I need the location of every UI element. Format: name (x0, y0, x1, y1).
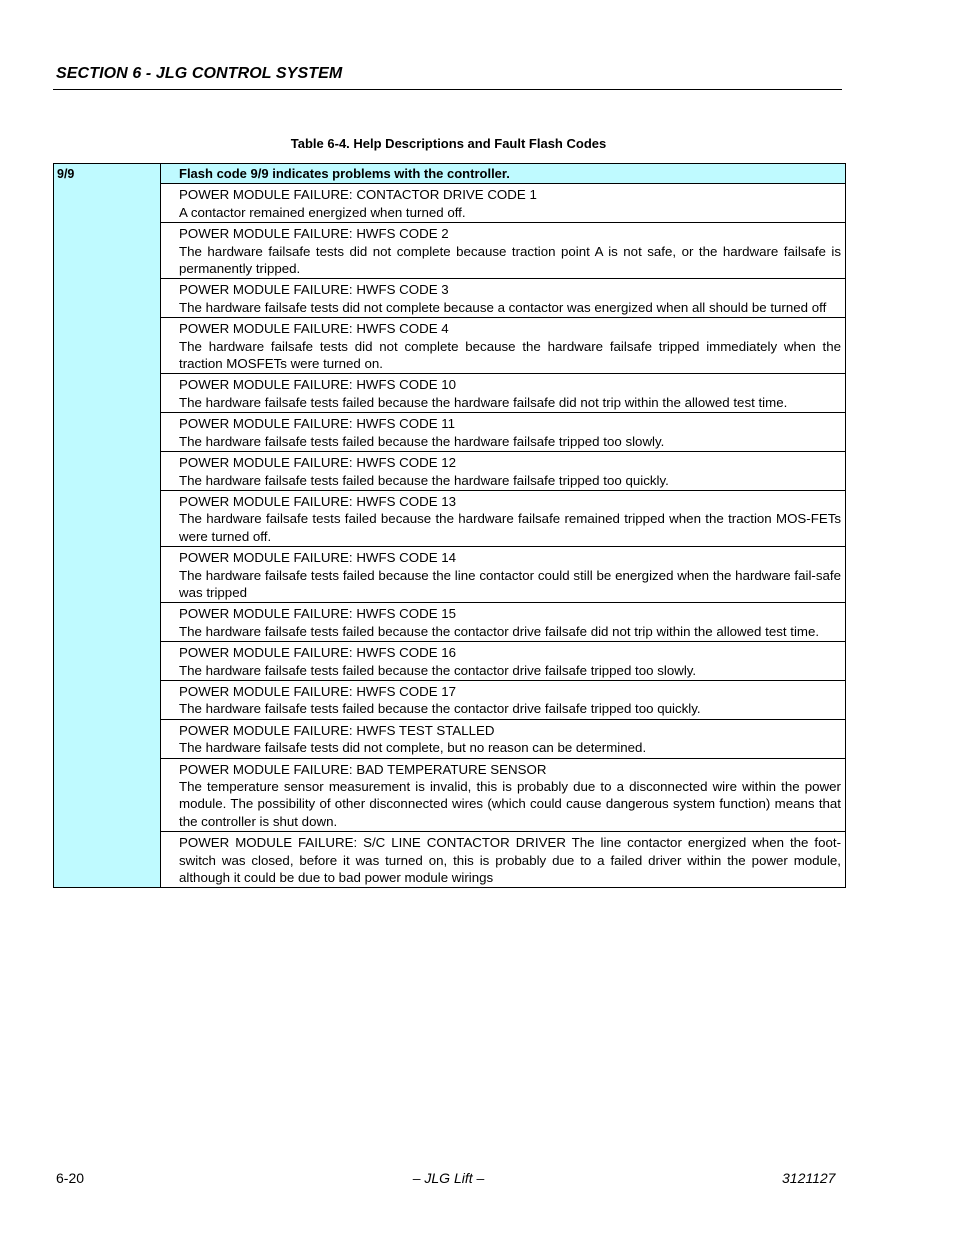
fault-description: The hardware failsafe tests failed because the hardware failsafe remained tripped when the traction MOS-FETs were turned off. (179, 511, 841, 544)
table-row (54, 642, 846, 681)
fault-title: POWER MODULE FAILURE: HWFS CODE 11 (179, 416, 456, 432)
fault-description: The hardware failsafe tests failed because the hardware failsafe tripped too quickly. (179, 472, 669, 488)
table-body (54, 164, 846, 888)
fault-title: POWER MODULE FAILURE: HWFS CODE 14 (179, 550, 457, 566)
header-divider (53, 89, 842, 90)
table-row (54, 184, 846, 223)
flash-code-cell (54, 164, 161, 888)
fault-description: The hardware failsafe tests did not complete because traction point A is not safe, or the hardware failsafe is permanently tripped. (179, 243, 841, 277)
fault-title: POWER MODULE FAILURE: HWFS TEST STALLED (179, 722, 495, 738)
fault-title: POWER MODULE FAILURE: HWFS CODE 17 (179, 683, 457, 699)
table-row (54, 547, 846, 603)
fault-description: A contactor remained energized when turned off. (179, 204, 466, 220)
fault-description-cell (161, 758, 846, 832)
summary-text: Flash code 9/9 indicates problems with the controller. (179, 166, 510, 181)
table-title: Table 6-4. Help Descriptions and Fault Flash Codes (290, 136, 607, 151)
fault-description: The hardware failsafe tests failed because the line contactor could still be energized when the hardware fail-safe was tripped (179, 567, 841, 600)
fault-title: POWER MODULE FAILURE: HWFS CODE 4 (179, 321, 449, 337)
footer-brand: – JLG Lift – (412, 1170, 485, 1186)
table-row (54, 223, 846, 279)
fault-description: The hardware failsafe tests failed because the contactor drive failsafe tripped too slowly. (179, 662, 697, 678)
fault-description: The hardware failsafe tests did not complete, but no reason can be determined. (179, 740, 647, 756)
fault-description: The hardware failsafe tests failed because the contactor drive failsafe tripped too quickly. (179, 701, 701, 717)
table-row (54, 318, 846, 374)
fault-description-cell (161, 603, 846, 642)
fault-description: The temperature sensor measurement is invalid, this is probably due to a disconnected wire within the power module. The possibility of other disconnected wires (which could cause dangerous system function) means that the controller is shut down. (179, 779, 841, 829)
fault-description-cell (161, 413, 846, 452)
flash-code: 9/9 (57, 167, 75, 181)
table-row (54, 413, 846, 452)
table-row (54, 452, 846, 491)
table-row (54, 164, 846, 184)
fault-description-cell (161, 184, 846, 223)
table-row (54, 490, 846, 546)
page-number: 6-20 (56, 1170, 85, 1186)
table-row (54, 279, 846, 318)
fault-description-cell (161, 642, 846, 681)
fault-description-cell (161, 680, 846, 719)
fault-description: The hardware failsafe tests failed because the hardware failsafe did not trip within the allowed test time. (179, 394, 788, 410)
table-row (54, 374, 846, 413)
fault-description-cell (161, 374, 846, 413)
fault-title: POWER MODULE FAILURE: HWFS CODE 2 (179, 226, 449, 242)
fault-description: The hardware failsafe tests failed because the hardware failsafe tripped too slowly. (179, 433, 665, 449)
fault-title: POWER MODULE FAILURE: HWFS CODE 16 (179, 645, 457, 661)
table-row (54, 680, 846, 719)
fault-title: POWER MODULE FAILURE: CONTACTOR DRIVE CODE 1 (179, 187, 537, 203)
section-title: SECTION 6 - JLG CONTROL SYSTEM (56, 65, 343, 82)
fault-description-cell (161, 832, 846, 888)
doc-number: 3121127 (782, 1170, 836, 1186)
fault-title: POWER MODULE FAILURE: HWFS CODE 15 (179, 606, 457, 622)
fault-title: POWER MODULE FAILURE: HWFS CODE 13 (179, 493, 457, 509)
fault-description: The hardware failsafe tests failed because the contactor drive failsafe did not trip within the allowed test time. (179, 623, 820, 639)
table-row (54, 603, 846, 642)
summary-cell (161, 164, 846, 184)
table-row (54, 758, 846, 832)
fault-description-cell (161, 719, 846, 758)
fault-description-cell (161, 452, 846, 491)
table-row (54, 832, 846, 888)
fault-code-table (53, 163, 846, 888)
fault-title: POWER MODULE FAILURE: HWFS CODE 3 (179, 282, 449, 298)
fault-description: The hardware failsafe tests did not complete because the hardware failsafe tripped immediately when the traction MOSFETs were turned on. (179, 338, 841, 372)
fault-description-cell (161, 547, 846, 603)
fault-description-cell (161, 223, 846, 279)
fault-title: POWER MODULE FAILURE: HWFS CODE 12 (179, 455, 457, 471)
fault-description-cell (161, 490, 846, 546)
fault-description: The hardware failsafe tests did not complete because a contactor was energized when all should be turned off (179, 299, 827, 315)
table-row (54, 719, 846, 758)
fault-description-cell (161, 279, 846, 318)
fault-description: POWER MODULE FAILURE: S/C LINE CONTACTOR DRIVER The line contactor energized when the foot-switch was closed, before it was turned on, this is probably due to a failed driver within the power module, although it could be due to bad power module wirings (179, 835, 841, 886)
fault-title: POWER MODULE FAILURE: BAD TEMPERATURE SENSOR (179, 761, 547, 777)
fault-description-cell (161, 318, 846, 374)
fault-title: POWER MODULE FAILURE: HWFS CODE 10 (179, 377, 457, 393)
